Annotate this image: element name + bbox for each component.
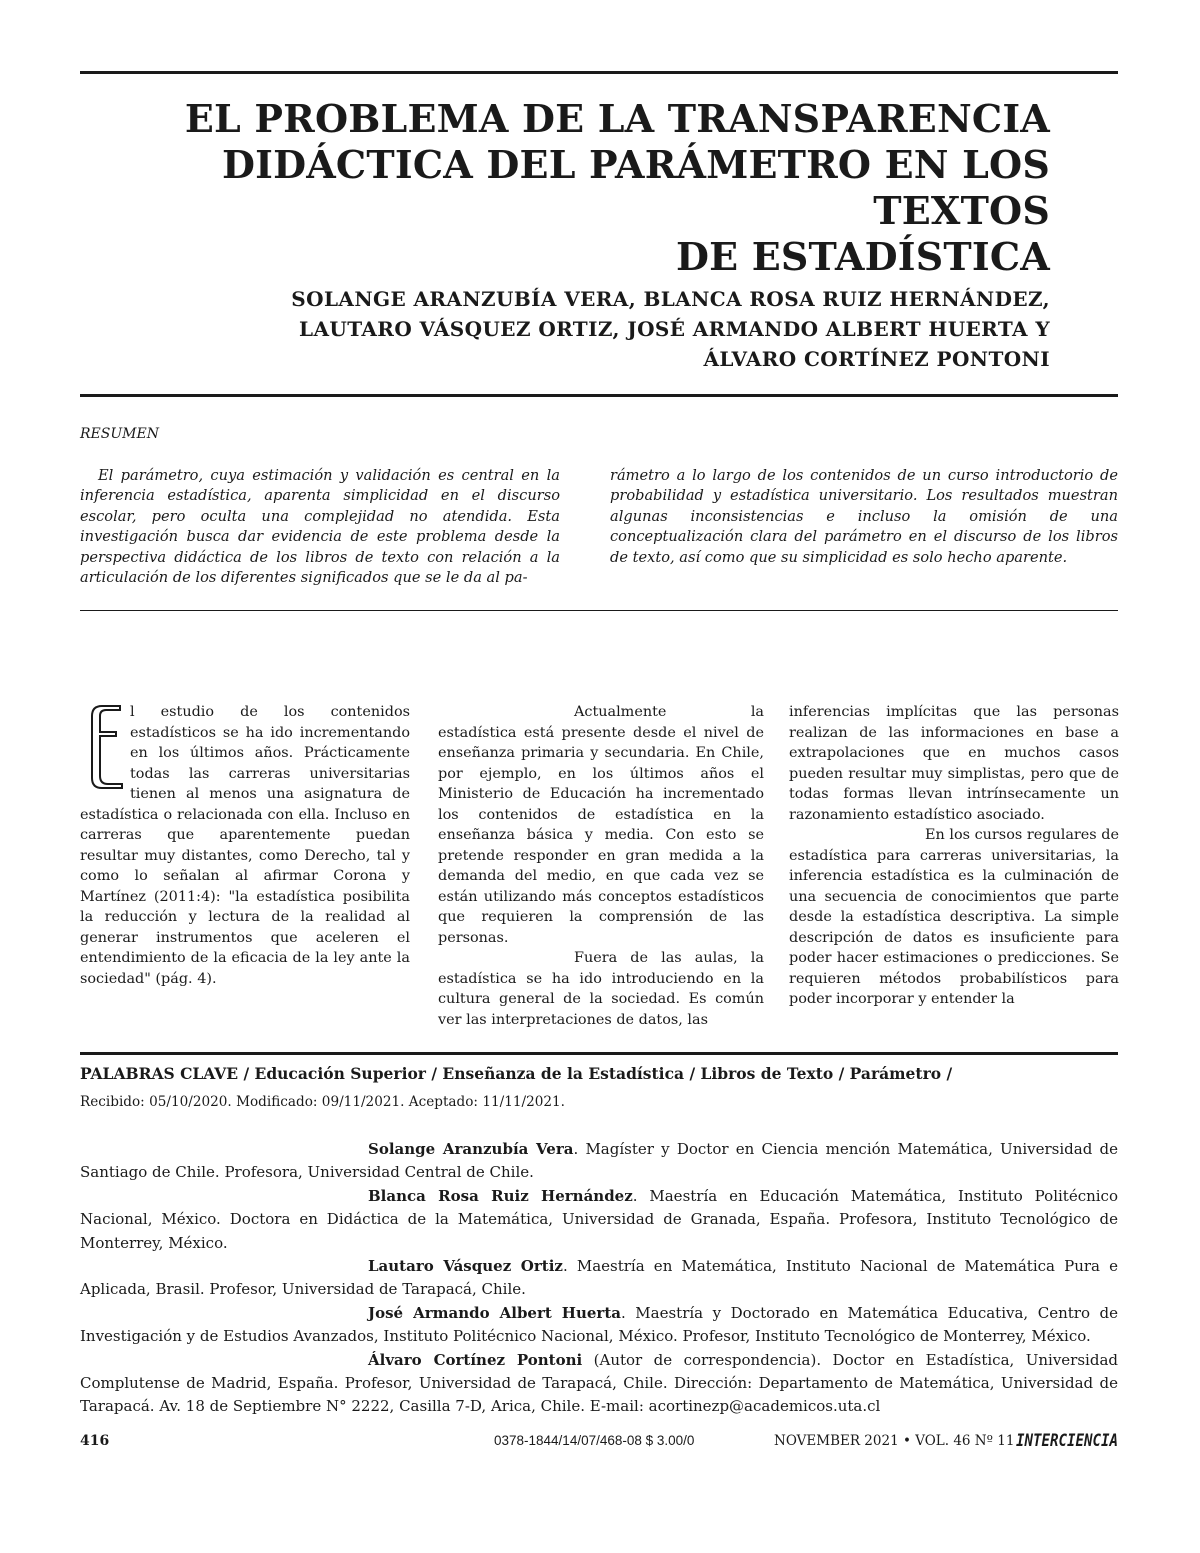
author-list [80,284,1050,374]
title-line: EL PROBLEMA DE LA TRANSPARENCIA [184,96,1050,141]
abstract-right: rámetro a lo largo de los contenidos de un curso introductorio de probabilidad y estadística universitario. Los resultados muestran algunas inconsistencias e incluso la omisión de una conceptualización clara del parámetro en el discurso de los libros de texto, así como que su simplicidad es solo hecho aparente. [610,467,1118,566]
author-bios [80,1138,1118,1419]
bio-text: . Maestría en Matemática, Instituto Nacional de Matemática Pura e Aplicada, Brasil. Profesor, Universidad de Tarapacá, Chile. [80,1257,1118,1299]
body-column-2 [438,702,764,1030]
bio-text: (Autor de correspondencia). Doctor en Estadística, Universidad Complutense de Madrid, España. Profesor, Universidad de Tarapacá, Chile. Dirección: Departamento de Matemática, Universidad de Tarapacá. Av. 18 de Septiembre N° 2222, Casilla 7-D, Arica, Chile. E-mail: acortinezp@academicos.uta.cl [80,1350,1118,1416]
bio-text: . Maestría y Doctorado en Matemática Educativa, Centro de Investigación y de Estudios Avanzados, Instituto Politécnico Nacional, México. Profesor, Instituto Tecnológico de Monterrey, México. [80,1303,1118,1346]
interciencia-logo [1016,1428,1120,1450]
bio-text: . Magíster y Doctor en Ciencia mención Matemática, Universidad de Santiago de Chile. Profesora, Universidad Central de Chile. [80,1140,1119,1182]
journal-code: 0378-1844/14/07/468-08 $ 3.00/0 [494,1433,695,1448]
author-line: ÁLVARO CORTÍNEZ PONTONI [703,347,1050,371]
body-paragraph: l estudio de los contenidos estadísticos se ha ido incrementando en los últimos años. Prácticamente todas las carreras universitarias tienen al menos una asignatura de estadística o relacionada con ella. Incluso en carreras que aparentemente puedan resultar muy distantes, como Derecho, tal y como lo señalan al afirmar Corona y Martínez (2011:4): "la estadística posibilita la reducción y lectura de la realidad al generar instrumentos que aceleren el entendimiento de la eficacia de la ley ante la sociedad" (pág. 4). [80,704,410,987]
body-column-3 [789,702,1119,1010]
body-paragraph: inferencias implícitas que las personas realizan de las informaciones en base a extrapolaciones que en muchos casos pueden resultar muy simplistas, pero que de todas formas llevan intrínsecamente un razonamiento estadístico asociado. [789,704,1119,823]
drop-cap-e [80,702,124,790]
author-bio [80,1255,1118,1302]
abstract-left: El parámetro, cuya estimación y validación es central en la inferencia estadística, aparenta simplicidad en el discurso escolar, pero oculta una complejidad no atendida. Esta investigación busca dar evidencia de este problema desde la perspectiva didáctica de los libros de texto con relación a la articulación de los diferentes significados que se le da al pa- [80,467,560,587]
drop-cap-letter: E [80,702,81,703]
header-rule [80,394,1118,397]
issue-info: NOVEMBER 2021 • VOL. 46 Nº 11 [774,1433,1015,1449]
logo-text: INTERCIENCIA [1016,1431,1118,1451]
author-bio [80,1349,1118,1419]
title-line: DIDÁCTICA DEL PARÁMETRO EN LOS TEXTOS [221,142,1050,233]
author-line: LAUTARO VÁSQUEZ ORTIZ, JOSÉ ARMANDO ALBERT HUERTA Y [298,317,1050,341]
article-dates: Recibido: 05/10/2020. Modificado: 09/11/2021. Aceptado: 11/11/2021. [80,1094,565,1110]
body-paragraph: Actualmente la estadística está presente desde el nivel de enseñanza primaria y secundaria. En Chile, por ejemplo, en los últimos años el Ministerio de Educación ha incrementado los contenidos de estadística en la enseñanza básica y media. Con esto se pretende responder en gran medida a la demanda del medio, en que cada vez se están utilizando más conceptos estadísticos que requieren la comprensión de las personas. [438,704,764,946]
bio-name: Lautaro Vásquez Ortiz [368,1257,563,1276]
author-line: SOLANGE ARANZUBÍA VERA, BLANCA ROSA RUIZ HERNÁNDEZ, [291,287,1050,311]
author-bio [80,1138,1118,1185]
abstract-rule [80,610,1118,611]
bio-name: José Armando Albert Huerta [368,1303,621,1322]
resumen-label: RESUMEN [80,426,159,442]
body-column-1 [80,702,410,989]
body-paragraph: Fuera de las aulas, la estadística se ha ido introduciendo en la cultura general de la sociedad. Es común ver las interpretaciones de datos, las [438,950,764,1028]
top-rule [80,71,1118,74]
title-line: DE ESTADÍSTICA [676,234,1050,279]
bio-name: Álvaro Cortínez Pontoni [368,1350,583,1369]
bio-name: Blanca Rosa Ruiz Hernández [368,1186,633,1205]
page-number: 416 [80,1433,110,1449]
body-paragraph: En los cursos regulares de estadística para carreras universitarias, la inferencia estadística es la culminación de una secuencia de conocimientos que parte desde la estadística descriptiva. La simple descripción de datos es insuficiente para poder hacer estimaciones o predicciones. Se requieren métodos probabilísticos para poder incorporar y entender la [789,827,1119,1007]
keywords: PALABRAS CLAVE / Educación Superior / Enseñanza de la Estadística / Libros de Texto / Parámetro / [80,1064,953,1083]
bio-name: Solange Aranzubía Vera [368,1140,574,1158]
bio-text: . Maestría en Educación Matemática, Instituto Politécnico Nacional, México. Doctora en Didáctica de la Matemática, Universidad de Granada, España. Profesora, Instituto Tecnológico de Monterrey, México. [80,1186,1118,1252]
author-bio [80,1302,1118,1349]
article-title [80,96,1050,280]
keywords-rule [80,1052,1118,1055]
author-bio [80,1185,1118,1255]
